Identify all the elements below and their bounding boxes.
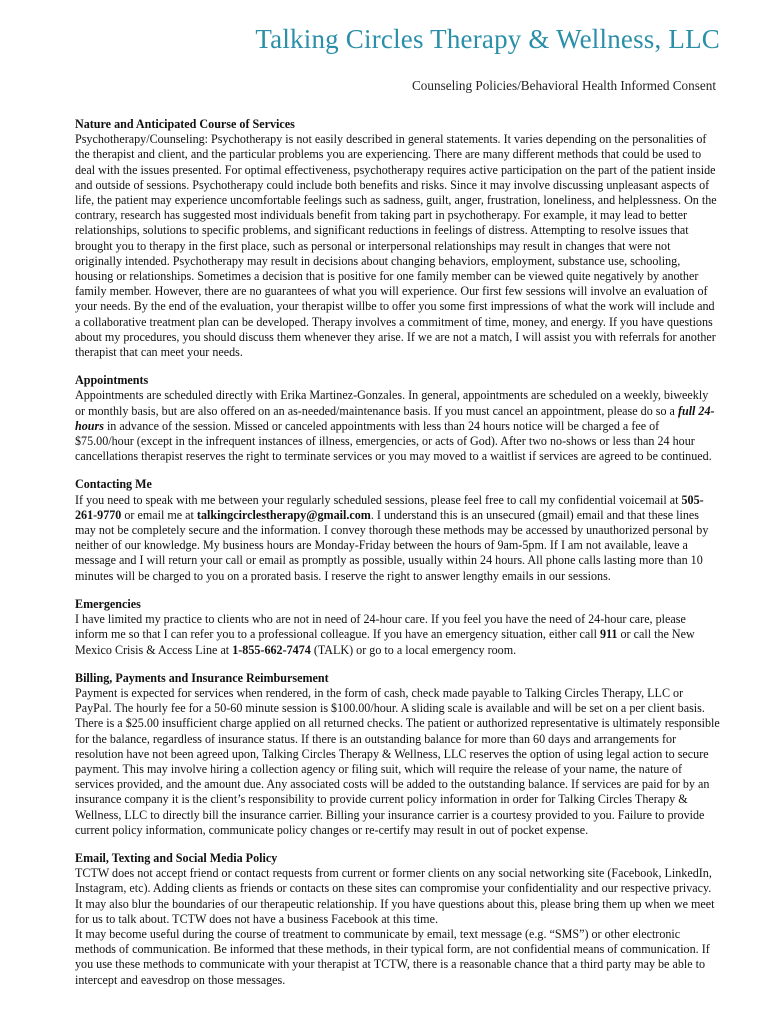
text-run: (TALK) or go to a local emergency room.	[310, 642, 517, 657]
text-run: in advance of the session. Missed or canceled appointments with less than 24 hours notice will be charged a fee of $75.00/hour (except in the infrequent instances of illness, emergencies, or acts of God). After two no-shows or less than 24 hour cancellations therapist reserves the right to terminate services or you may moved to a waitlist if services are agreed to be continued.	[75, 418, 712, 464]
voicemail-phone: 505-261-9770	[75, 492, 704, 522]
emergency-number: 911	[600, 627, 618, 642]
text-run: or email me at	[121, 507, 197, 522]
crisis-line-number: 1-855-662-7474	[232, 642, 311, 657]
section-emergencies	[75, 597, 720, 658]
section-contact	[75, 477, 720, 583]
section-heading: Email, Texting and Social Media Policy	[75, 850, 278, 865]
section-heading: Appointments	[75, 373, 149, 388]
section-text: It may become useful during the course of treatment to communicate by email, text message (e.g. “SMS”) or other electronic methods of communication. Be informed that these methods, in their typical form, are not confidential means of communication. If you use these methods to communicate with your therapist at TCTW, there is a reasonable chance that a third party may be able to intercept and eavesdrop on those messages.	[75, 926, 710, 987]
section-social-media	[75, 851, 720, 988]
page-subtitle: Counseling Policies/Behavioral Health Informed Consent	[412, 78, 716, 93]
text-run: Appointments are scheduled directly with Erika Martinez-Gonzales. In general, appointments are scheduled on a weekly, biweekly or monthly basis, but are also offered on an as-needed/maintenance basis. If you must cancel an appointment, please do so a	[75, 388, 709, 418]
section-text	[75, 493, 720, 584]
document-body	[75, 117, 720, 1001]
text-run: . I understand this is an unsecured (gmail) email and that these lines may not be completely secure and the information. I convey thorough these methods may be accessed by unauthorized personal by neither of our knowledge. My business hours are Monday-Friday between the hours of 9am-5pm. If I am not available, leave a message and I will return your call or email as promptly as possible, usually within 24 hours. All phone calls lasting more than 10 minutes will be charged to you on a prorated basis. I reserve the right to answer lengthy emails in our sessions.	[75, 507, 709, 583]
contact-email: talkingcirclestherapy@gmail.com	[196, 507, 371, 522]
page-title: Talking Circles Therapy & Wellness, LLC	[255, 24, 720, 54]
section-heading: Contacting Me	[75, 477, 152, 492]
text-run: or call the New Mexico Crisis & Access Line at	[75, 627, 695, 657]
section-text	[75, 612, 720, 658]
section-appointments	[75, 373, 720, 464]
section-text	[75, 388, 720, 464]
text-run: If you need to speak with me between your regularly scheduled sessions, please feel free to call my confidential voicemail at	[75, 492, 682, 507]
text-run: I have limited my practice to clients who are not in need of 24-hour care. If you feel you have the need of 24-hour care, please inform me so that I can refer you to a professional colleague. If you have an emergency situation, either call	[75, 612, 686, 642]
section-text: TCTW does not accept friend or contact requests from current or former clients on any social networking site (Facebook, LinkedIn, Instagram, etc). Adding clients as friends or contacts on these sites can compromise your confidentiality and our respective privacy. It may also blur the boundaries of our therapeutic relationship. If you have questions about this, please bring them up when we meet for us to talk about. TCTW does not have a business Facebook at this time.	[75, 866, 715, 926]
section-heading: Emergencies	[75, 596, 141, 611]
section-billing	[75, 671, 720, 838]
section-text: Payment is expected for services when rendered, in the form of cash, check made payable to Talking Circles Therapy, LLC or PayPal. The hourly fee for a 50-60 minute session is $100.00/hour. A sliding scale is available and will be set on a per client basis. There is a $25.00 insufficient charge applied on all returned checks. The patient or authorized representative is ultimately responsible for the balance, regardless of insurance status. If there is an outstanding balance for more than 60 days and arrangements for resolution have not been agreed upon, Talking Circles Therapy & Wellness, LLC reserves the option of using legal action to secure payment. This may involve hiring a collection agency or filing suit, which will require the release of your name, the nature of services provided, and the amount due. Any associated costs will be added to the outstanding balance. If services are paid for by an insurance company it is the client’s responsibility to provide current policy information in order for Talking Circles Therapy & Wellness, LLC to directly bill the insurance carrier. Billing your insurance carrier is a courtesy provided to you. Failure to provide current policy information, communicate policy changes or re-certify may result in out of pocket expense.	[75, 685, 720, 837]
section-text: Psychotherapy/Counseling: Psychotherapy is not easily described in general statements. It varies depending on the personalities of the therapist and client, and the particular problems you are experiencing. There are many different methods that could be used to deal with the issues presented. For optimal effectiveness, psychotherapy requires active participation on the part of the patient inside and outside of sessions. Psychotherapy could include both benefits and risks. Since it may involve discussing unpleasant aspects of life, the patient may experience uncomfortable feelings such as sadness, guilt, anger, frustration, loneliness, and helplessness. On the contrary, research has suggested most individuals benefit from taking part in psychotherapy. For example, it may lead to better relationships, solutions to specific problems, and significant reductions in feelings of distress. Attempting to resolve issues that brought you to therapy in the first place, such as personal or interpersonal relationships may result in changes that were not originally intended. Psychotherapy may result in decisions about changing behaviors, employment, substance use, schooling, housing or relationships. Sometimes a decision that is positive for one family member can be viewed quite negatively by another family member. However, there are no guarantees of what you will experience. Our first few sessions will involve an evaluation of your needs. By the end of the evaluation, your therapist willbe to offer you some first impressions of what the work will include and a collaborative treatment plan can be developed. Therapy involves a commitment of time, money, and energy. If you have questions about my procedures, you should discuss them whenever they arise. If we are not a match, I will assist you with referrals for another therapist that can meet your needs.	[75, 132, 717, 360]
section-nature	[75, 117, 720, 360]
emphasis-text: full 24-hours	[75, 403, 715, 433]
section-heading: Billing, Payments and Insurance Reimbursement	[75, 670, 329, 685]
section-heading: Nature and Anticipated Course of Services	[75, 117, 295, 131]
